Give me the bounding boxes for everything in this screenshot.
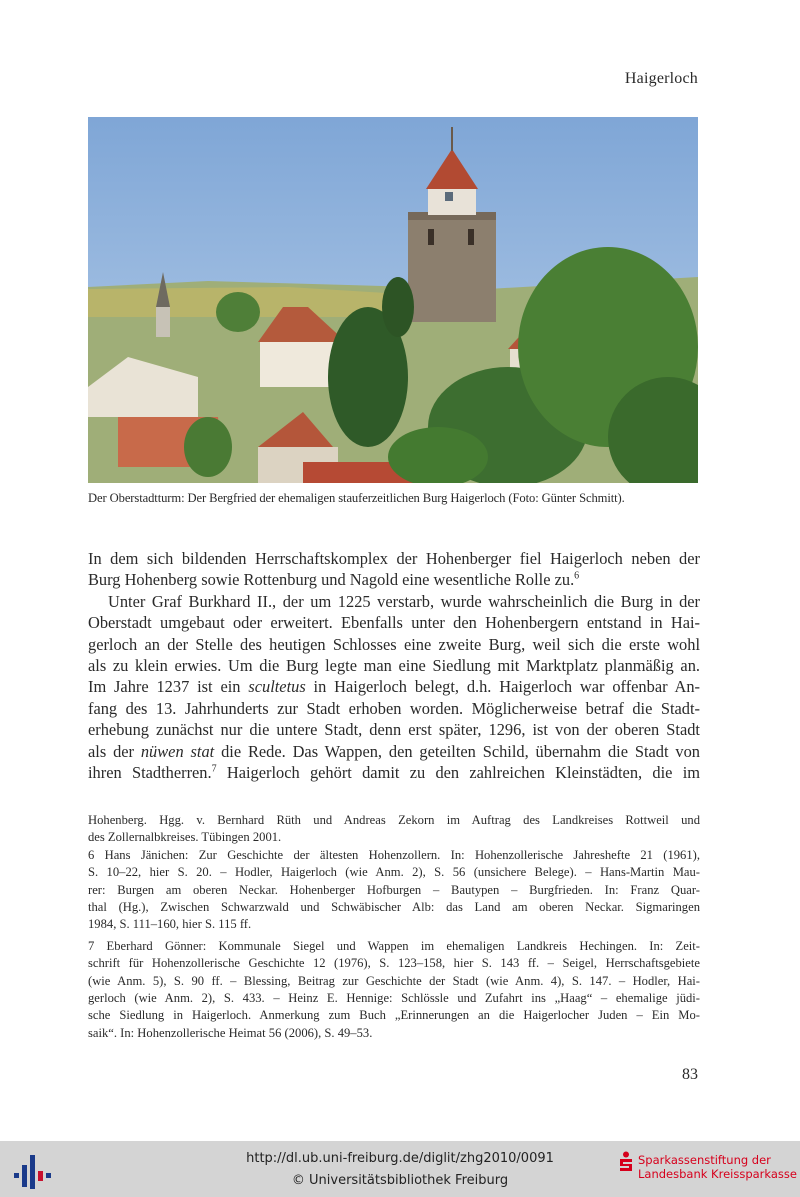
photo-illustration (88, 117, 698, 483)
body-line: Unter Graf Burkhard II., der um 1225 verstarb, wurde wahrscheinlich die Burg in der (108, 591, 700, 611)
footnote-line: saik“. In: Hohenzollerische Heimat 56 (2006), S. 49–53. (88, 1025, 373, 1040)
body-line: fang des 13. Jahrhunderts zur Stadt erhoben worden. Möglicherweise betraf die Stadt- (88, 698, 700, 718)
footer-bar (0, 1141, 800, 1197)
footnote-line: sche Siedlung in Haigerloch. Anmerkung zum Buch „Erinnerungen an die Haigerlocher Juden – Ein Mo- (88, 1008, 700, 1023)
body-line: Oberstadt umgebaut oder erweitert. Ebenfalls unter den Hohenbergern entstand in Hai- (88, 613, 700, 633)
footnote-line: gerloch (wie Anm. 2), S. 433. – Heinz E. Hennige: Schlössle und Zufahrt ins „Haag“ – ehemalige jüdi- (88, 990, 700, 1005)
body-line: In dem sich bildenden Herrschaftskomplex der Hohenberger fiel Haigerloch neben der (88, 549, 700, 568)
body-line: erhebung zunächst nur die untere Stadt, denn erst später, 1296, ist von der oberen Stadt (88, 720, 700, 740)
figure-caption: Der Oberstadtturm: Der Bergfried der ehemaligen stauferzeitlichen Burg Haigerloch (Foto: Günter Schmitt). (88, 491, 625, 505)
footnote-line: des Zollernalbkreises. Tübingen 2001. (88, 830, 282, 845)
italic-term: nüwen stat (140, 741, 215, 761)
body-line: als zu klein erwies. Um die Burg legte man eine Siedlung mit Marktplatz planmäßig an. (88, 655, 700, 675)
footnote-line: S. 10–22, hier S. 20. – Hodler, Haigerloch (wie Anm. 2), S. 56 (unsichere Belege). – Hans-Martin Mau- (88, 865, 700, 880)
sparkasse-icon (618, 1151, 634, 1173)
footnote-line: 6 Hans Jänichen: Zur Geschichte der ältesten Hohenzollern. In: Hohenzollerische Jahreshefte 21 (1961), (88, 847, 700, 862)
footnote-line: (wie Anm. 5), S. 90 ff. – Blessing, Beitrag zur Geschichte der Stadt (wie Anm. 4), S. 147. – Hodler, Hai- (88, 973, 700, 988)
footnote-line: thal (Hg.), Zwischen Schwarzwald und Schwäbischer Alb: das Land am oberen Neckar. Sigmaringen (88, 899, 700, 914)
footnote-ref: 7 (211, 763, 217, 775)
body-line: ihren Stadtherren.$^7$ Haigerloch gehört damit zu den zahlreichen Kleinstädten, die im (88, 762, 700, 782)
sponsor-line: Sparkassenstiftung der (638, 1153, 771, 1167)
sponsor-logo[interactable] (618, 1149, 798, 1191)
sponsor-line: Landesbank Kreissparkasse (638, 1167, 797, 1181)
body-line: gerloch an der Stelle des heutigen Schlosses eine zweite Burg, weil sich die erste wohl (88, 634, 700, 654)
body-text (88, 548, 700, 783)
footer-copyright: © Universitätsbibliothek Freiburg (291, 1173, 509, 1188)
body-line: als der nüwen stat die Rede. Das Wappen, den geteilten Schild, übernahm die Stadt von (88, 741, 700, 761)
body-line: Im Jahre 1237 ist ein scultetus in Haigerloch belegt, d.h. Haigerloch war offenbar An- (88, 677, 700, 697)
tower-photo (88, 117, 698, 483)
footnote-line: Hohenberg. Hgg. v. Bernhard Rüth und Andreas Zekorn im Auftrag des Landkreises Rottweil und (88, 813, 700, 827)
footnote-line: rer: Burgen am oberen Neckar. Hohenberger Hofburgen – Bautypen – Burgfrieden. In: Franz Quar- (88, 882, 700, 897)
italic-term: scultetus (248, 677, 306, 697)
footer-url-link[interactable]: http://dl.ub.uni-freiburg.de/diglit/zhg2010/0091 (246, 1151, 554, 1166)
footnote-ref: 6 (574, 570, 580, 582)
page-number: 83 (682, 1066, 698, 1083)
footnote-line: schrift für Hohenzollerische Geschichte 12 (1976), S. 123–158, hier S. 143 ff. – Seigel, Herrschaftsgebiete (88, 956, 700, 971)
running-title: Haigerloch (624, 70, 698, 87)
sponsor-text (638, 1153, 797, 1181)
footnotes (88, 812, 700, 1042)
body-line: Burg Hohenberg sowie Rottenburg und Nagold eine wesentliche Rolle zu.$^6$ (88, 570, 580, 590)
footnote-line: 7 Eberhard Gönner: Kommunale Siegel und Wappen im ehemaligen Landkreis Hechingen. In: Zeit- (88, 938, 700, 953)
footnote-line: 1984, S. 111–160, hier S. 115 ff. (88, 917, 252, 932)
